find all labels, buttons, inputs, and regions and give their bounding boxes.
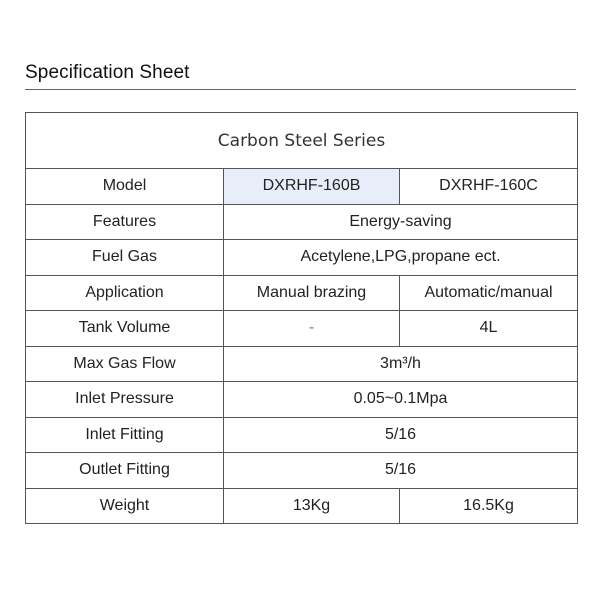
row-label: Weight [26,488,224,524]
inlet-pressure-value: 0.05~0.1Mpa [224,382,578,418]
weight-b-cell: 13Kg [224,488,400,524]
table-row-application [26,275,578,311]
row-label: Fuel Gas [26,240,224,276]
weight-c-cell: 16.5Kg [400,488,578,524]
table-row-series [26,113,578,169]
page-title: Specification Sheet [25,62,190,83]
specification-table [25,112,578,524]
row-label: Inlet Fitting [26,417,224,453]
table-row-inlet-fitting [26,417,578,453]
table-row-outlet-fitting [26,453,578,489]
table-row-tank-volume [26,311,578,347]
row-label: Model [26,169,224,205]
row-label: Tank Volume [26,311,224,347]
outlet-fitting-value: 5/16 [224,453,578,489]
inlet-fitting-value: 5/16 [224,417,578,453]
tank-volume-c-cell: 4L [400,311,578,347]
table-row-inlet-pressure [26,382,578,418]
application-c-cell: Automatic/manual [400,275,578,311]
table-row-fuel-gas [26,240,578,276]
model-b-cell: DXRHF-160B [224,169,400,205]
table-row-max-gas-flow [26,346,578,382]
application-b-cell: Manual brazing [224,275,400,311]
series-title: Carbon Steel Series [26,113,578,169]
row-label: Outlet Fitting [26,453,224,489]
row-label: Max Gas Flow [26,346,224,382]
fuel-gas-value: Acetylene,LPG,propane ect. [224,240,578,276]
model-c-cell: DXRHF-160C [400,169,578,205]
title-underline [25,89,576,90]
table-row-model [26,169,578,205]
tank-volume-b-cell: - [224,311,400,347]
row-label: Features [26,204,224,240]
table-row-weight [26,488,578,524]
table-row-features [26,204,578,240]
features-value: Energy-saving [224,204,578,240]
row-label: Inlet Pressure [26,382,224,418]
row-label: Application [26,275,224,311]
max-gas-flow-value: 3m³/h [224,346,578,382]
